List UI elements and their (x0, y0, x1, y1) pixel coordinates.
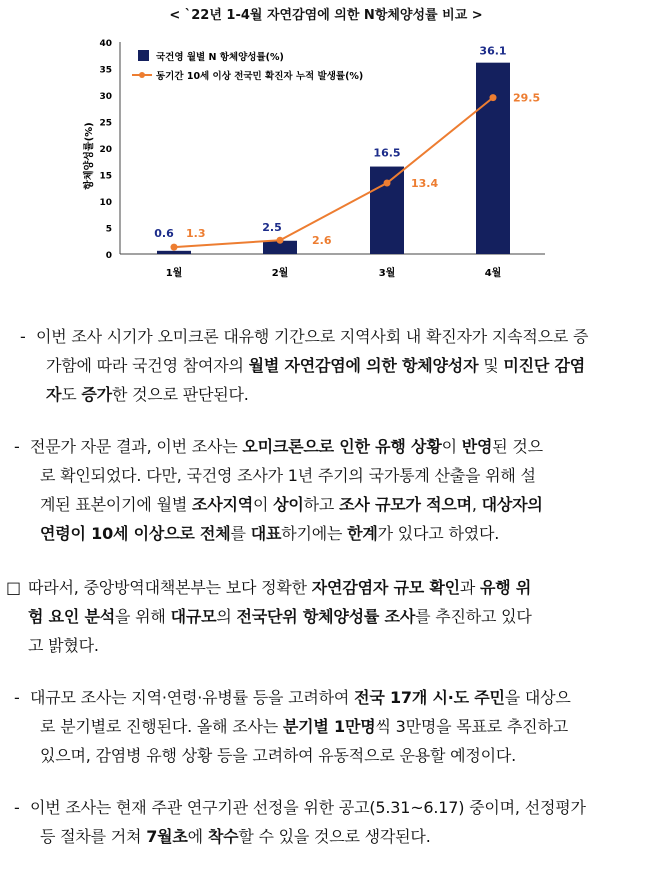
y-tick-label: 5 (105, 224, 112, 235)
bar (476, 63, 510, 254)
bold-text: 상이 (273, 495, 304, 514)
text-line (14, 432, 640, 461)
text-line (14, 519, 640, 548)
x-tick-label: 4월 (484, 268, 502, 279)
chart-title: < `22년 1-4월 자연감염에 의한 N항체양성률 비교 > (169, 8, 483, 23)
x-tick-label: 2월 (271, 268, 289, 279)
bold-text: 반영 (461, 437, 493, 456)
bold-text: 미진단 감염 (503, 356, 586, 375)
text-segment: , (471, 495, 482, 514)
text-segment: 가 있다고 하였다. (377, 524, 500, 543)
bold-text: 전국단위 항체양성률 조사 (236, 607, 416, 626)
text-segment: 씩 3만명을 목표로 추진하고 (375, 717, 568, 736)
line-point (171, 244, 178, 251)
text-line (14, 741, 648, 770)
y-tick-label: 15 (99, 171, 112, 182)
paragraph-1 (20, 322, 640, 409)
text-segment: 로 분기별로 진행된다. 올해 조사는 (40, 717, 283, 736)
text-segment: 대규모 조사는 지역·연령·유병률 등을 고려하여 (30, 688, 355, 707)
line-point (490, 94, 497, 101)
bold-text: 대상자의 (481, 495, 543, 514)
text-line (20, 380, 640, 409)
bar-data-label: 16.5 (373, 146, 401, 160)
text-line (14, 490, 640, 519)
bold-text: 험 요인 분석 (28, 607, 116, 626)
bold-text: 대표 (250, 524, 282, 543)
bold-text: 착수 (207, 827, 239, 846)
text-segment: 등 절차를 거쳐 (40, 827, 147, 846)
legend-bar-label: 국건영 월별 N 항체양성률(%) (156, 52, 284, 63)
legend-line-label: 동기간 10세 이상 전국민 확진자 누적 발생률(%) (156, 71, 364, 82)
legend-bar-swatch (138, 50, 149, 61)
text-segment: 이 (253, 495, 274, 514)
bullet-mark: - (14, 798, 20, 817)
bar-data-label: 2.5 (262, 220, 282, 234)
legend-line-marker (139, 72, 145, 78)
text-segment: 전문가 자문 결과, 이번 조사는 (30, 437, 243, 456)
bold-text: 증가 (81, 385, 112, 404)
text-line (14, 712, 648, 741)
text-segment: 한 것으로 판단된다. (111, 385, 249, 404)
paragraph-2 (14, 432, 640, 548)
bold-text: 자 (46, 385, 62, 404)
text-segment: 과 (459, 578, 480, 597)
bar-data-label: 36.1 (479, 44, 507, 58)
x-tick-label: 1월 (165, 268, 183, 279)
combo-chart (0, 24, 652, 286)
bullet-mark: □ (6, 578, 21, 597)
text-segment: 따라서, 중앙방역대책본부는 보다 정확한 (28, 578, 312, 597)
bullet-mark: - (20, 327, 26, 346)
bold-text: 유행 위 (480, 578, 532, 597)
paragraph-5 (14, 793, 648, 851)
text-segment: 계된 표본이기에 월별 (40, 495, 192, 514)
bold-text: 조사지역 (191, 495, 253, 514)
text-segment: 도 (61, 385, 82, 404)
text-segment: 있으며, 감염병 유행 상황 등을 고려하여 유동적으로 운용할 예정이다. (40, 746, 517, 765)
bold-text: 조사 규모가 적으며 (339, 495, 472, 514)
text-segment: 로 확인되었다. 다만, 국건영 조사가 1년 주기의 국가통계 산출을 위해 설 (40, 466, 536, 485)
text-segment: 를 (230, 524, 251, 543)
bold-text: 한계 (347, 524, 378, 543)
text-line (20, 322, 640, 351)
bullet-mark: - (14, 437, 20, 456)
bold-text: 자연감염자 규모 확인 (311, 578, 460, 597)
y-tick-label: 35 (99, 65, 112, 76)
bar (157, 251, 191, 254)
text-line (14, 793, 648, 822)
text-segment: 할 수 있을 것으로 생각된다. (238, 827, 431, 846)
text-line (6, 602, 646, 631)
text-line (20, 351, 640, 380)
text-segment: 및 (478, 356, 504, 375)
y-tick-label: 25 (99, 118, 112, 129)
line-data-label: 13.4 (411, 176, 439, 190)
bold-text: 오미크론으로 인한 유행 상황 (242, 437, 442, 456)
text-segment: 하고 (303, 495, 340, 514)
line-data-label: 1.3 (186, 227, 206, 241)
y-tick-label: 0 (105, 251, 112, 261)
text-line (6, 573, 646, 602)
y-axis-label: 항체양성률(%) (84, 122, 95, 190)
x-tick-label: 3월 (378, 268, 396, 279)
text-segment: 된 것으 (492, 437, 543, 456)
text-segment: 고 밝혔다. (28, 636, 99, 655)
bold-text: 7월초 (146, 827, 188, 846)
y-tick-label: 30 (99, 92, 112, 102)
text-segment: 이번 조사 시기가 오미크론 대유행 기간으로 지역사회 내 확진자가 지속적으로 증 (36, 327, 589, 346)
bold-text: 연령이 10세 이상으로 전체 (40, 524, 231, 543)
line-data-label: 29.5 (513, 91, 541, 105)
line-point (384, 179, 391, 186)
y-tick-label: 20 (99, 145, 112, 155)
text-segment: 가함에 따라 국건영 참여자의 (46, 356, 249, 375)
line-series (174, 98, 493, 247)
text-segment: 하기에는 (281, 524, 348, 543)
bold-text: 전국 17개 시·도 주민 (354, 688, 505, 707)
text-line (14, 822, 648, 851)
line-point (277, 237, 284, 244)
text-segment: 를 추진하고 있다 (415, 607, 532, 626)
text-segment: 에 (187, 827, 208, 846)
text-segment: 이 (441, 437, 462, 456)
text-line (14, 683, 648, 712)
y-tick-label: 40 (99, 39, 112, 49)
text-line (14, 461, 640, 490)
paragraph-4 (14, 683, 648, 770)
text-segment: 의 (216, 607, 237, 626)
text-segment: 이번 조사는 현재 주관 연구기관 선정을 위한 공고(5.31~6.17) 중이며, 선정평가 (30, 798, 586, 817)
bold-text: 대규모 (170, 607, 217, 626)
y-tick-label: 10 (99, 198, 112, 208)
bold-text: 분기별 1만명 (282, 717, 376, 736)
bold-text: 월별 자연감염에 의한 항체양성자 (248, 356, 479, 375)
text-segment: 을 대상으 (504, 688, 571, 707)
text-line (6, 631, 646, 660)
bullet-mark: - (14, 688, 20, 707)
paragraph-3 (6, 573, 646, 660)
text-segment: 을 위해 (115, 607, 171, 626)
bar-data-label: 0.6 (154, 226, 174, 240)
line-data-label: 2.6 (312, 234, 332, 248)
